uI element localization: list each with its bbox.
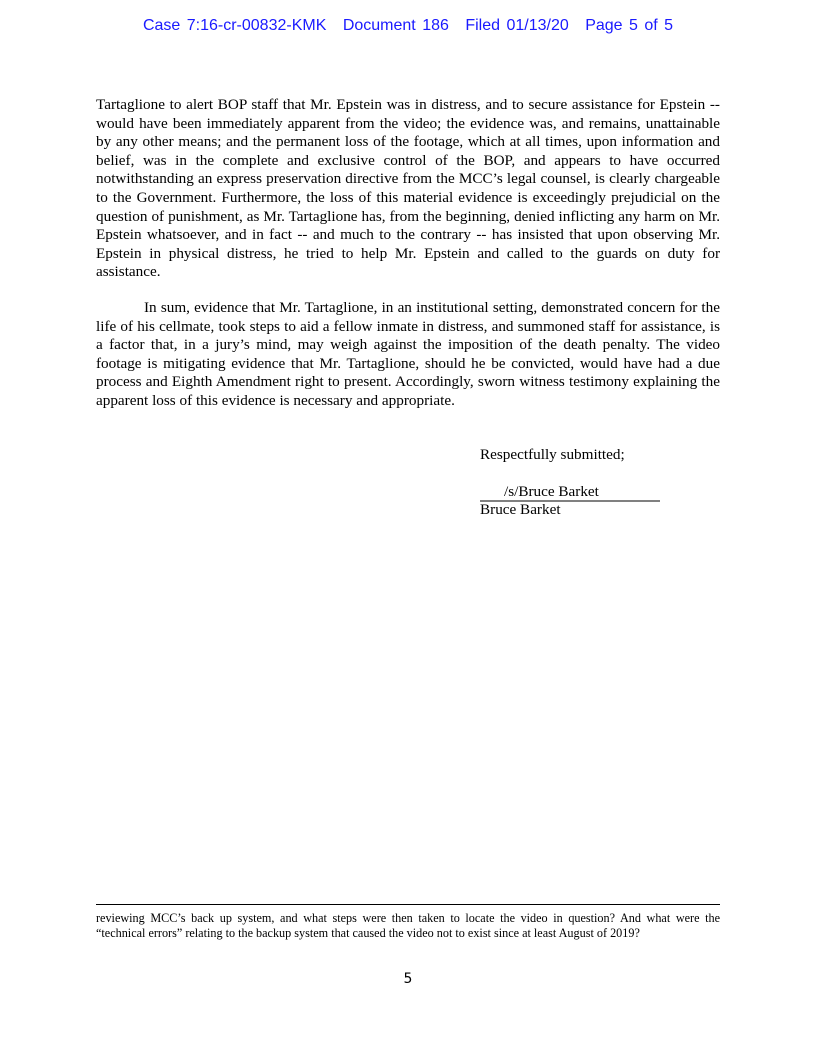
page-count: Page 5 of 5 <box>585 17 674 34</box>
ecf-header <box>0 17 816 35</box>
filed-date: Filed 01/13/20 <box>465 17 569 34</box>
footnote-divider <box>96 904 720 905</box>
signer-name: Bruce Barket <box>480 501 561 518</box>
footnote-text: reviewing MCC’s back up system, and what steps were then taken to locate the video in question? And what were the “technical errors” relating to the backup system that caused the video not to exist since at least August of 2019? <box>96 911 720 940</box>
body-paragraph: In sum, evidence that Mr. Tartaglione, in an institutional setting, demonstrated concern for the life of his cellmate, took steps to aid a fellow inmate in distress, and summoned staff for assistance, is a factor that, in a jury’s mind, may weigh against the imposition of the death penalty. The video footage is mitigating evidence that Mr. Tartaglione, should he be convicted, would have had a due process and Eighth Amendment right to present. Accordingly, sworn witness testimony explaining the apparent loss of this evidence is necessary and appropriate. <box>96 299 720 409</box>
electronic-signature: /s/Bruce Barket <box>504 483 599 500</box>
closing-text: Respectfully submitted; <box>480 446 625 463</box>
page-number: 5 <box>403 971 413 987</box>
document-number: Document 186 <box>342 17 449 34</box>
signature-line <box>480 483 660 502</box>
body-paragraph: Tartaglione to alert BOP staff that Mr. Epstein was in distress, and to secure assistance for Epstein -- would have been immediately apparent from the video; the evidence was, and remains, unattainable by any other means; and the permanent loss of the footage, which at all times, upon information and belief, was in the complete and exclusive control of the BOP, and appears to have occurred notwithstanding an express preservation directive from the MCC’s legal counsel, is clearly chargeable to the Government. Furthermore, the loss of this material evidence is exceedingly prejudicial on the question of punishment, as Mr. Tartaglione has, from the beginning, denied inflicting any harm on Mr. Epstein whatsoever, and in fact -- and much to the contrary -- has insisted that upon observing Mr. Epstein in physical distress, he tried to help Mr. Epstein and called to the guards on duty for assistance. <box>96 96 720 281</box>
case-number: Case 7:16-cr-00832-KMK <box>142 17 327 34</box>
